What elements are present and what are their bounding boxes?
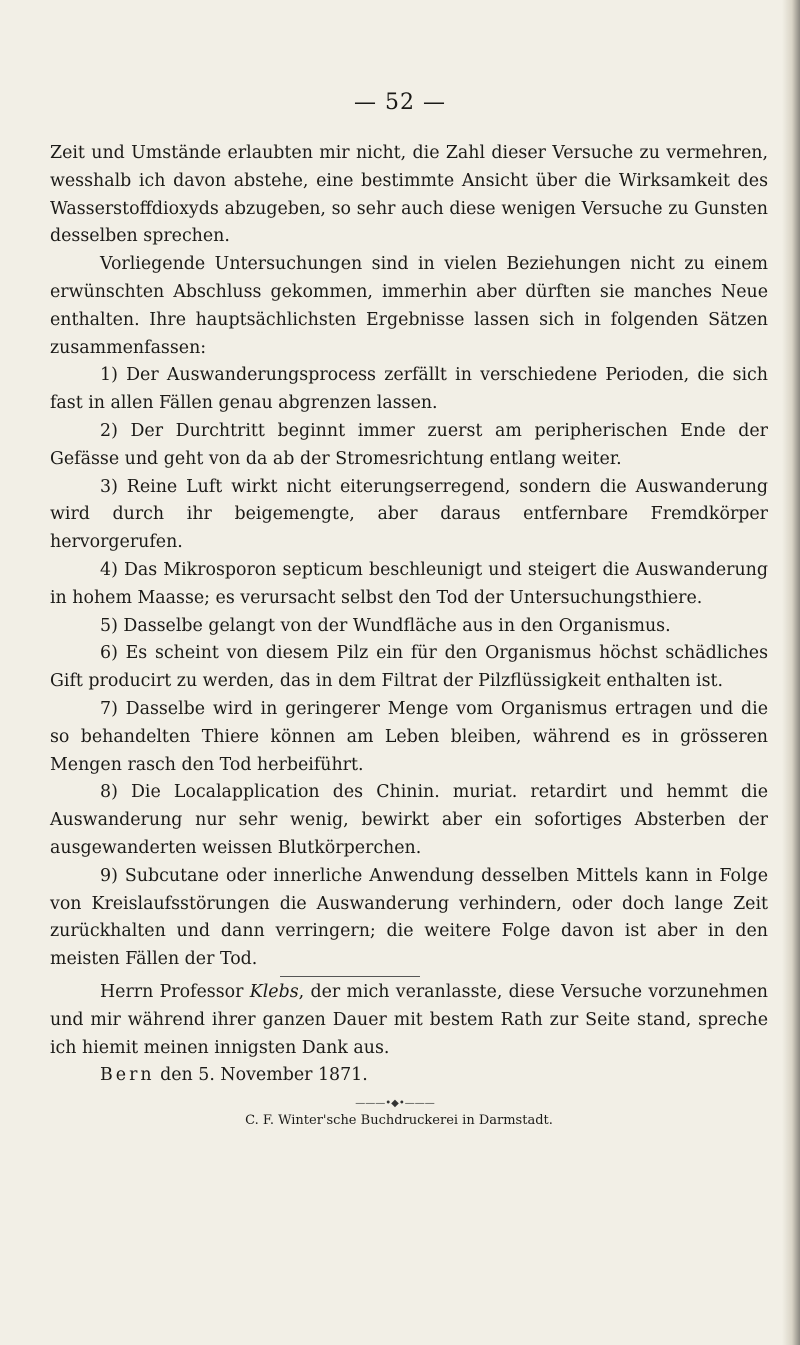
paragraph-intro: Zeit und Umstände erlaubten mir nicht, die Zahl dieser Versuche zu vermehren, wesshalb ich davon abstehe, eine bestimmte Ansicht über die Wirksamkeit des Wasserstoffdioxyds abzugeben, so sehr auch diese wenigen Versuche zu Gunsten desselben sprechen. [50, 143, 768, 247]
acknowledgement-text: , der mich veranlasste, diese Versuche vorzunehmen und mir während ihrer ganzen Dauer mit bestem Rath zur Seite stand, spreche ich hiemit meinen innigsten Dank aus. [50, 981, 768, 1058]
signoff-city: Bern [100, 1065, 155, 1086]
page-body [50, 140, 768, 1130]
finding-5: 5) Dasselbe gelangt von der Wundfläche aus in den Organismus. [100, 615, 671, 636]
finding-8: 8) Die Localapplication des Chinin. muriat. retardirt und hemmt die Auswanderung nur sehr wenig, bewirkt aber ein sofortiges Absterben der ausgewanderten weissen Blutkörperchen. [50, 782, 768, 858]
finding-2: 2) Der Durchtritt beginnt immer zuerst am peripherischen Ende der Gefässe und geht von da ab der Stromesrichtung entlang weiter. [50, 420, 768, 469]
ornament-rule: ———•◆•——— [355, 1098, 435, 1110]
signoff [100, 1062, 768, 1090]
paragraph-summary-lead: Vorliegende Untersuchungen sind in vielen Beziehungen nicht zu einem erwünschten Abschluss gekommen, immerhin aber dürften sie manches Neue enthalten. Ihre hauptsächlichsten Ergebnisse lassen sich in folgenden Sätzen zusammenfassen: [50, 254, 768, 358]
acknowledgement [50, 979, 768, 1062]
finding-4: 4) Das Mikrosporon septicum beschleunigt und steigert die Auswanderung in hohem Maasse; es verursacht selbst den Tod der Untersuchungsthiere. [50, 559, 768, 608]
acknowledgement-name: Klebs [249, 981, 299, 1002]
finding-9: 9) Subcutane oder innerliche Anwendung desselben Mittels kann in Folge von Kreislaufsstörungen die Auswanderung verhindern, oder doch lange Zeit zurückhalten und dann verringern; die weitere Folge davon ist aber in den meisten Fällen der Tod. [50, 865, 768, 970]
finding-1: 1) Der Auswanderungsprocess zerfällt in verschiedene Perioden, die sich fast in allen Fällen genau abgrenzen lassen. [50, 365, 768, 414]
page-number: — 52 — [354, 90, 446, 115]
acknowledgement-prefix: Herrn Professor [100, 981, 250, 1002]
section-divider [280, 976, 420, 977]
finding-3: 3) Reine Luft wirkt nicht eiterungserregend, sondern die Auswanderung wird durch ihr beigemengte, aber daraus entfernbare Fremdkörper hervorgerufen. [50, 476, 768, 553]
finding-7: 7) Dasselbe wird in geringerer Menge vom Organismus ertragen und die so behandelten Thiere können am Leben bleiben, während es in grösseren Mengen rasch den Tod herbeiführt. [50, 698, 768, 775]
page-edge-shadow [782, 0, 800, 1345]
finding-6: 6) Es scheint von diesem Pilz ein für den Organismus höchst schädliches Gift producirt zu werden, das in dem Filtrat der Pilzflüssigkeit enthalten ist. [50, 643, 768, 692]
printer-imprint: C. F. Winter'sche Buchdruckerei in Darmstadt. [245, 1113, 553, 1129]
signoff-date: den 5. November 1871. [154, 1065, 368, 1086]
